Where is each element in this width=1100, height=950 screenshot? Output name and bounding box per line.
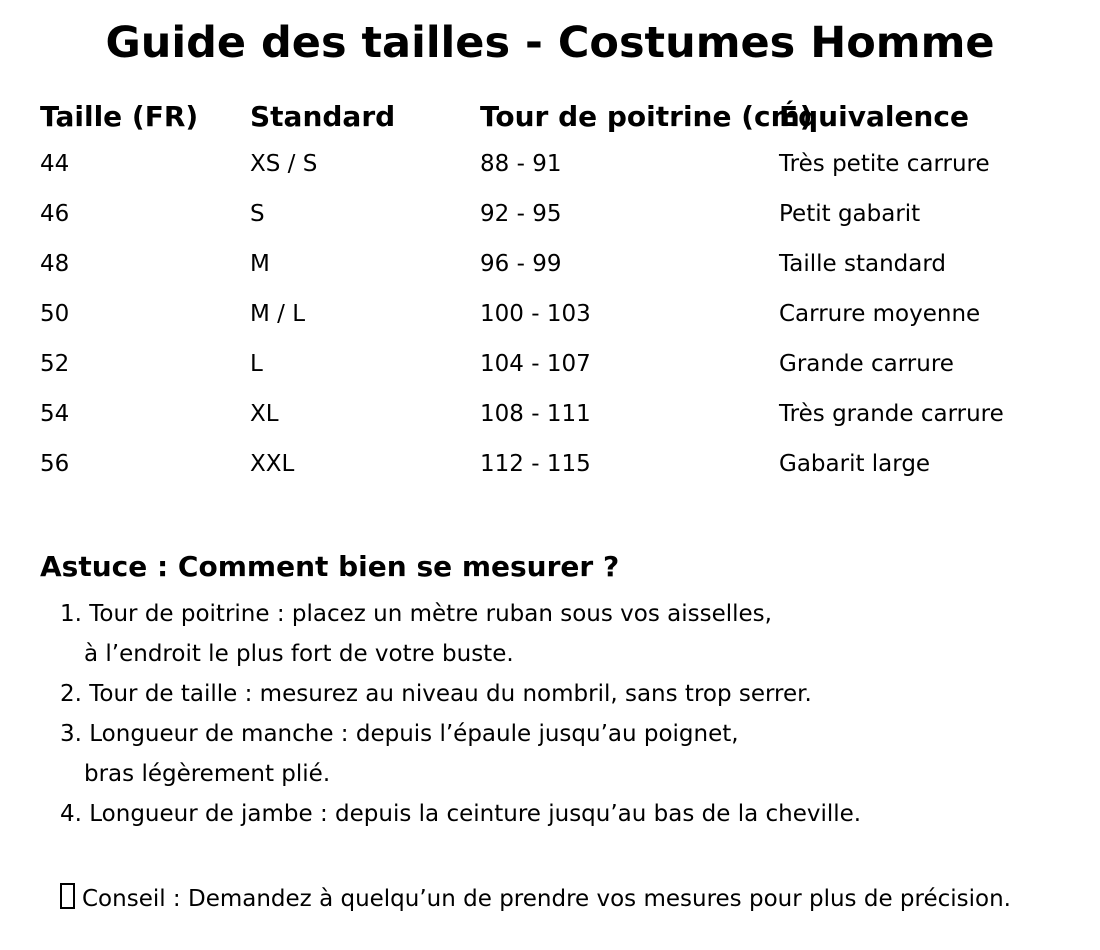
advice-line	[60, 883, 1011, 911]
cell-taille: 52	[40, 351, 70, 377]
cell-equivalence: Gabarit large	[779, 451, 931, 477]
cell-standard: XXL	[250, 451, 295, 477]
cell-tour-de-poitrine: 96 - 99	[480, 251, 562, 277]
cell-tour-de-poitrine: 100 - 103	[480, 301, 591, 327]
cell-taille: 50	[40, 301, 70, 327]
advice-text: Conseil : Demandez à quelqu’un de prendre vos mesures pour plus de précision.	[82, 886, 1011, 912]
column-header-equivalence: Équivalence	[779, 100, 969, 133]
cell-tour-de-poitrine: 112 - 115	[480, 451, 591, 477]
cell-tour-de-poitrine: 108 - 111	[480, 401, 591, 427]
page-title: Guide des tailles - Costumes Homme	[105, 18, 995, 68]
cell-equivalence: Carrure moyenne	[779, 301, 981, 327]
column-header-tour-de-poitrine: Tour de poitrine (cm)	[480, 100, 813, 133]
list-item-continuation: bras légèrement plié.	[84, 761, 331, 787]
cell-equivalence: Petit gabarit	[779, 201, 921, 227]
cell-taille: 56	[40, 451, 70, 477]
cell-equivalence: Taille standard	[779, 251, 946, 277]
cell-taille: 54	[40, 401, 70, 427]
list-item: 2. Tour de taille : mesurez au niveau du nombril, sans trop serrer.	[60, 681, 812, 707]
cell-equivalence: Grande carrure	[779, 351, 954, 377]
cell-tour-de-poitrine: 88 - 91	[480, 151, 562, 177]
cell-equivalence: Très grande carrure	[779, 401, 1004, 427]
cell-tour-de-poitrine: 92 - 95	[480, 201, 562, 227]
column-header-taille-fr: Taille (FR)	[40, 100, 199, 133]
list-item: 3. Longueur de manche : depuis l’épaule jusqu’au poignet,	[60, 721, 739, 747]
cell-equivalence: Très petite carrure	[779, 151, 990, 177]
cell-tour-de-poitrine: 104 - 107	[480, 351, 591, 377]
missing-glyph-icon	[60, 883, 75, 909]
cell-taille: 46	[40, 201, 70, 227]
cell-standard: XL	[250, 401, 279, 427]
list-item: 4. Longueur de jambe : depuis la ceinture jusqu’au bas de la cheville.	[60, 801, 862, 827]
cell-taille: 48	[40, 251, 70, 277]
column-header-standard: Standard	[250, 100, 396, 133]
cell-taille: 44	[40, 151, 70, 177]
cell-standard: M	[250, 251, 270, 277]
cell-standard: L	[250, 351, 263, 377]
cell-standard: XS / S	[250, 151, 318, 177]
list-item-continuation: à l’endroit le plus fort de votre buste.	[84, 641, 514, 667]
list-item: 1. Tour de poitrine : placez un mètre ruban sous vos aisselles,	[60, 601, 772, 627]
cell-standard: M / L	[250, 301, 306, 327]
cell-standard: S	[250, 201, 265, 227]
tips-heading: Astuce : Comment bien se mesurer ?	[40, 550, 620, 583]
